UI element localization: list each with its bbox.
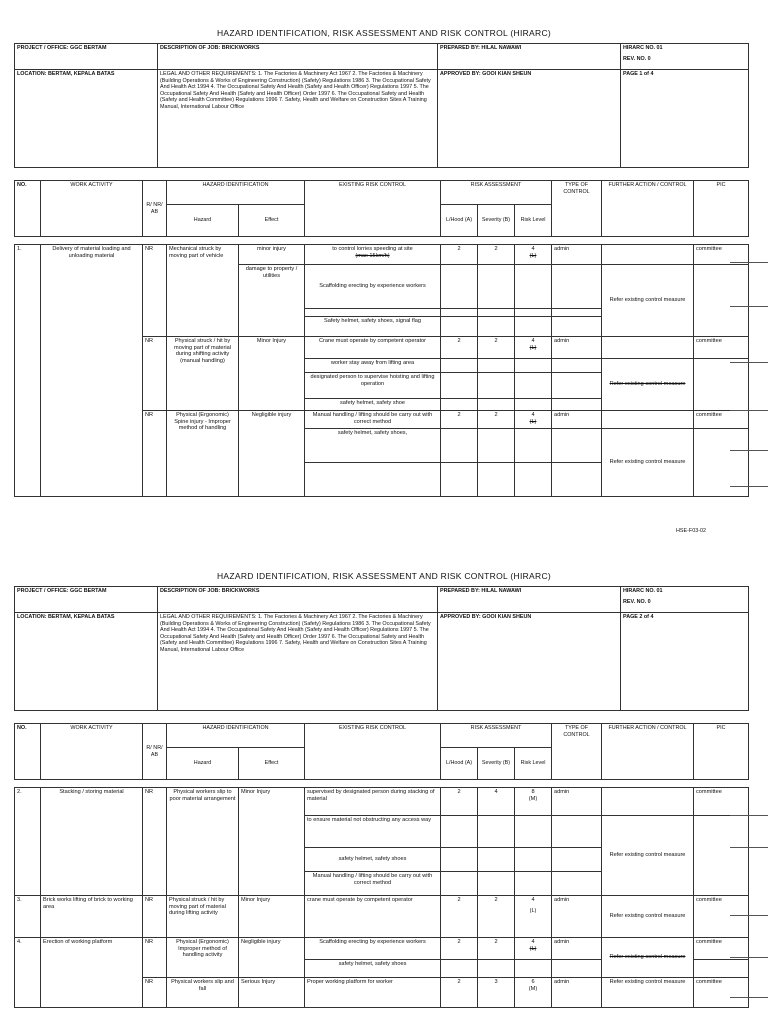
header-table bbox=[14, 43, 749, 168]
col-existing: EXISTING RISK CONTROL bbox=[305, 181, 441, 237]
col-further: FURTHER ACTION / CONTROL bbox=[602, 181, 694, 237]
overflow-line bbox=[730, 847, 768, 848]
control-text: (max 15km/h) bbox=[355, 252, 390, 259]
likelihood: 2 bbox=[441, 245, 478, 265]
likelihood: 2 bbox=[441, 337, 478, 359]
rnr: NR bbox=[143, 978, 167, 1008]
col-likelihood: L/Hood (A) bbox=[441, 748, 478, 780]
risk-level bbox=[515, 337, 552, 359]
work-activity: Brick works lifting of brick to working area bbox=[41, 896, 143, 938]
hirarc-body-page-1 bbox=[14, 244, 749, 497]
work-activity: Delivery of material loading and unloading material bbox=[41, 245, 143, 497]
hazard: Physical struck / hit by moving part of material during shifting activity (manual handling) bbox=[167, 337, 239, 411]
column-header-table bbox=[14, 180, 749, 237]
existing-control: safety helmet, safety shoes bbox=[305, 960, 441, 978]
hazard: Physical struck / hit by moving part of material during lifting activity bbox=[167, 896, 239, 938]
overflow-line bbox=[730, 915, 768, 916]
existing-control: to ensure material not obstructing any access way bbox=[305, 816, 441, 848]
prepared-field: PREPARED BY: HILAL NAWAWI bbox=[438, 44, 621, 70]
overflow-line bbox=[730, 262, 768, 263]
risk-value: 4 bbox=[531, 246, 535, 252]
rnr: NR bbox=[143, 938, 167, 978]
risk-rating: (M) bbox=[528, 795, 538, 802]
risk-level bbox=[515, 245, 552, 265]
existing-control: crane must operate by competent operator bbox=[305, 896, 441, 938]
col-no: NO. bbox=[15, 724, 41, 780]
rnr: NR bbox=[143, 411, 167, 497]
likelihood: 2 bbox=[441, 411, 478, 429]
severity: 2 bbox=[478, 337, 515, 359]
document-title: HAZARD IDENTIFICATION, RISK ASSESSMENT AND RISK CONTROL (HIRARC) bbox=[216, 28, 552, 38]
control-text: to control lorries speeding at site bbox=[332, 246, 413, 252]
location-field: LOCATION: BERTAM, KEPALA BATAS bbox=[15, 70, 158, 168]
type-of-control: admin bbox=[552, 896, 602, 938]
col-no: NO. bbox=[15, 181, 41, 237]
risk-value: 4 bbox=[531, 338, 535, 344]
type-of-control: admin bbox=[552, 938, 602, 960]
hazard: Physical (Ergonomic) Spine injury - Improper method of handling bbox=[167, 411, 239, 497]
effect: Negligible injury bbox=[239, 938, 305, 978]
effect: Serious Injury bbox=[239, 978, 305, 1008]
rnr: NR bbox=[143, 245, 167, 337]
hirarc-no-field bbox=[621, 587, 749, 613]
col-risk-level: Risk Level bbox=[515, 205, 552, 237]
hazard: Physical workers slip and fall bbox=[167, 978, 239, 1008]
overflow-line bbox=[730, 486, 768, 487]
effect: damage to property / utilities bbox=[239, 265, 305, 337]
page-label: PAGE 2 of 4 bbox=[621, 613, 749, 711]
hirarc-body-page-2 bbox=[14, 787, 749, 1008]
existing-control: Crane must operate by competent operator bbox=[305, 337, 441, 359]
risk-rating: (L) bbox=[529, 945, 537, 952]
col-severity: Severity (B) bbox=[478, 205, 515, 237]
further-action: Refer existing control measure bbox=[602, 896, 694, 938]
col-likelihood: L/Hood (A) bbox=[441, 205, 478, 237]
risk-value: 4 bbox=[531, 939, 535, 945]
col-effect: Effect bbox=[239, 748, 305, 780]
col-hazard: Hazard bbox=[167, 205, 239, 237]
col-rnr: R/ NR/ AB bbox=[143, 724, 167, 780]
existing-control: Scaffolding erecting by experience workers bbox=[305, 938, 441, 960]
column-header-table bbox=[14, 723, 749, 780]
approved-field: APPROVED BY: GOOI KIAN SHEUN bbox=[438, 70, 621, 168]
risk-value: 4 bbox=[531, 897, 535, 903]
further-action bbox=[602, 411, 694, 429]
col-type: TYPE OF CONTROL bbox=[552, 181, 602, 237]
overflow-line bbox=[730, 410, 768, 411]
hirarc-no-field bbox=[621, 44, 749, 70]
type-of-control: admin bbox=[552, 788, 602, 816]
rev-no: REV. NO. 0 bbox=[623, 598, 651, 605]
project-field: PROJECT / OFFICE: GGC BERTAM bbox=[15, 587, 158, 613]
table-row bbox=[15, 896, 749, 938]
row-no: 4. bbox=[15, 938, 41, 1008]
work-activity: Stacking / storing material bbox=[41, 788, 143, 896]
severity: 2 bbox=[478, 411, 515, 429]
existing-control: Scaffolding erecting by experience workers bbox=[305, 265, 441, 309]
existing-control: safety helmet, safety shoe bbox=[305, 399, 441, 411]
risk-level bbox=[515, 938, 552, 960]
legal-requirements: LEGAL AND OTHER REQUIREMENTS: 1. The Factories & Machinery Act 1967 2. The Factories & Machinery (Building Operations & Works of Engineering Construction) (Safety) Regulations 1986 3. The Occupational Safety And Health Act 1994 4. The Occupational Safety And Health (Safety and Health Officer) Regulations 1997 5. The Occupational Safety And Health (Safety and Health Officer) Order 1997 6. The Occupational Safety and Health (Safety and Health Committee) Regulations 1996 7. Safety, Health and Welfare on Construction Sites A Training Manual, International Labour Office bbox=[158, 613, 438, 711]
likelihood: 2 bbox=[441, 896, 478, 938]
col-severity: Severity (B) bbox=[478, 748, 515, 780]
effect: Negligible injury bbox=[239, 411, 305, 497]
overflow-line bbox=[730, 815, 768, 816]
project-field: PROJECT / OFFICE: GGC BERTAM bbox=[15, 44, 158, 70]
hirarc-no: HIRARC NO. 01 bbox=[623, 588, 663, 594]
effect: Minor Injury bbox=[239, 337, 305, 411]
col-risk: RISK ASSESSMENT bbox=[441, 724, 552, 748]
table-row bbox=[15, 245, 749, 265]
effect: minor injury bbox=[239, 245, 305, 265]
col-hazard-id: HAZARD IDENTIFICATION bbox=[167, 724, 305, 748]
col-type: TYPE OF CONTROL bbox=[552, 724, 602, 780]
pic: committee bbox=[694, 978, 749, 1008]
form-code: HSE-F03-02 bbox=[676, 528, 706, 534]
hazard: Mechanical struck by moving part of vehicle bbox=[167, 245, 239, 337]
overflow-line bbox=[730, 957, 768, 958]
col-effect: Effect bbox=[239, 205, 305, 237]
risk-value: 8 bbox=[531, 789, 535, 795]
col-further: FURTHER ACTION / CONTROL bbox=[602, 724, 694, 780]
risk-level bbox=[515, 978, 552, 1008]
risk-level bbox=[515, 411, 552, 429]
existing-control: supervised by designated person during stacking of material bbox=[305, 788, 441, 816]
likelihood: 2 bbox=[441, 938, 478, 960]
rnr: NR bbox=[143, 788, 167, 896]
effect: Minor Injury bbox=[239, 896, 305, 938]
pic: committee bbox=[694, 411, 749, 429]
existing-control bbox=[305, 245, 441, 265]
col-pic: PIC bbox=[694, 724, 749, 780]
existing-control: Proper working platform for worker bbox=[305, 978, 441, 1008]
header-table bbox=[14, 586, 749, 711]
hazard: Physical (Ergonomic) Improper method of handling activity bbox=[167, 938, 239, 978]
risk-value: 6 bbox=[531, 979, 535, 985]
likelihood: 2 bbox=[441, 978, 478, 1008]
approved-field: APPROVED BY: GOOI KIAN SHEUN bbox=[438, 613, 621, 711]
existing-control: designated person to supervise hoisting and lifting operation bbox=[305, 373, 441, 399]
effect: Minor Injury bbox=[239, 788, 305, 896]
col-activity: WORK ACTIVITY bbox=[41, 724, 143, 780]
job-field: DESCRIPTION OF JOB: BRICKWORKS bbox=[158, 587, 438, 613]
document-title: HAZARD IDENTIFICATION, RISK ASSESSMENT AND RISK CONTROL (HIRARC) bbox=[216, 571, 552, 581]
pic: committee bbox=[694, 896, 749, 938]
col-rnr: R/ NR/ AB bbox=[143, 181, 167, 237]
risk-rating: (L) bbox=[529, 344, 537, 351]
rnr: NR bbox=[143, 337, 167, 411]
col-hazard-id: HAZARD IDENTIFICATION bbox=[167, 181, 305, 205]
pic: committee bbox=[694, 788, 749, 816]
type-of-control: admin bbox=[552, 245, 602, 265]
severity: 4 bbox=[478, 788, 515, 816]
hazard: Physical workers slip to poor material arrangement bbox=[167, 788, 239, 896]
pic: committee bbox=[694, 245, 749, 265]
type-of-control: admin bbox=[552, 337, 602, 359]
pic: committee bbox=[694, 938, 749, 960]
overflow-line bbox=[730, 306, 768, 307]
col-existing: EXISTING RISK CONTROL bbox=[305, 724, 441, 780]
severity: 2 bbox=[478, 896, 515, 938]
overflow-line bbox=[730, 997, 768, 998]
page-label: PAGE 1 of 4 bbox=[621, 70, 749, 168]
row-no: 3. bbox=[15, 896, 41, 938]
risk-rating: (M) bbox=[528, 985, 538, 992]
table-row bbox=[15, 788, 749, 816]
col-risk-level: Risk Level bbox=[515, 748, 552, 780]
risk-rating: (L) bbox=[529, 252, 537, 259]
row-no: 2. bbox=[15, 788, 41, 896]
risk-value: 4 bbox=[531, 412, 535, 418]
risk-rating: (L) bbox=[529, 907, 537, 914]
risk-rating: (L) bbox=[529, 418, 537, 425]
risk-level bbox=[515, 788, 552, 816]
further-action: Refer existing control measure bbox=[602, 978, 694, 1008]
rnr: NR bbox=[143, 896, 167, 938]
type-of-control: admin bbox=[552, 978, 602, 1008]
legal-requirements: LEGAL AND OTHER REQUIREMENTS: 1. The Factories & Machinery Act 1967 2. The Factories & Machinery (Building Operations & Works of Engineering Construction) (Safety) Regulations 1986 3. The Occupational Safety And Health Act 1994 4. The Occupational Safety And Health (Safety and Health Officer) Regulations 1997 5. The Occupational Safety And Health (Safety and Health Officer) Order 1997 6. The Occupational Safety and Health (Safety and Health Committee) Regulations 1996 7. Safety, Health and Welfare on Construction Sites A Training Manual, International Labour Office bbox=[158, 70, 438, 168]
further-action: Refer existing control measure bbox=[602, 265, 694, 337]
prepared-field: PREPARED BY: HILAL NAWAWI bbox=[438, 587, 621, 613]
likelihood: 2 bbox=[441, 788, 478, 816]
row-no: 1. bbox=[15, 245, 41, 497]
risk-level bbox=[515, 896, 552, 938]
job-field: DESCRIPTION OF JOB: BRICKWORKS bbox=[158, 44, 438, 70]
further-action bbox=[602, 245, 694, 265]
existing-control: Manual handling / lifting should be carry out with correct method bbox=[305, 411, 441, 429]
col-risk: RISK ASSESSMENT bbox=[441, 181, 552, 205]
overflow-line bbox=[730, 450, 768, 451]
further-action bbox=[602, 788, 694, 816]
severity: 2 bbox=[478, 245, 515, 265]
table-row bbox=[15, 938, 749, 960]
existing-control: worker stay away from lifting area bbox=[305, 359, 441, 373]
type-of-control: admin bbox=[552, 411, 602, 429]
further-action bbox=[602, 337, 694, 359]
location-field: LOCATION: BERTAM, KEPALA BATAS bbox=[15, 613, 158, 711]
further-action: Refer existing control measure bbox=[602, 816, 694, 896]
rev-no: REV. NO. 0 bbox=[623, 55, 651, 62]
work-activity: Erection of working platform bbox=[41, 938, 143, 1008]
further-action: Refer existing control measure bbox=[602, 938, 694, 978]
further-action: Refer existing control measure bbox=[602, 429, 694, 497]
col-pic: PIC bbox=[694, 181, 749, 237]
severity: 2 bbox=[478, 938, 515, 960]
col-activity: WORK ACTIVITY bbox=[41, 181, 143, 237]
col-hazard: Hazard bbox=[167, 748, 239, 780]
existing-control: safety helmet, safety shoes, bbox=[305, 429, 441, 463]
severity: 3 bbox=[478, 978, 515, 1008]
existing-control: safety helmet, safety shoes bbox=[305, 848, 441, 872]
further-action: Refer existing control measure bbox=[602, 359, 694, 411]
existing-control: Manual handling / lifting should be carry out with correct method bbox=[305, 872, 441, 896]
overflow-line bbox=[730, 362, 768, 363]
pic: committee bbox=[694, 337, 749, 359]
existing-control: Safety helmet, safety shoes, signal flag bbox=[305, 317, 441, 337]
hirarc-no: HIRARC NO. 01 bbox=[623, 45, 663, 51]
